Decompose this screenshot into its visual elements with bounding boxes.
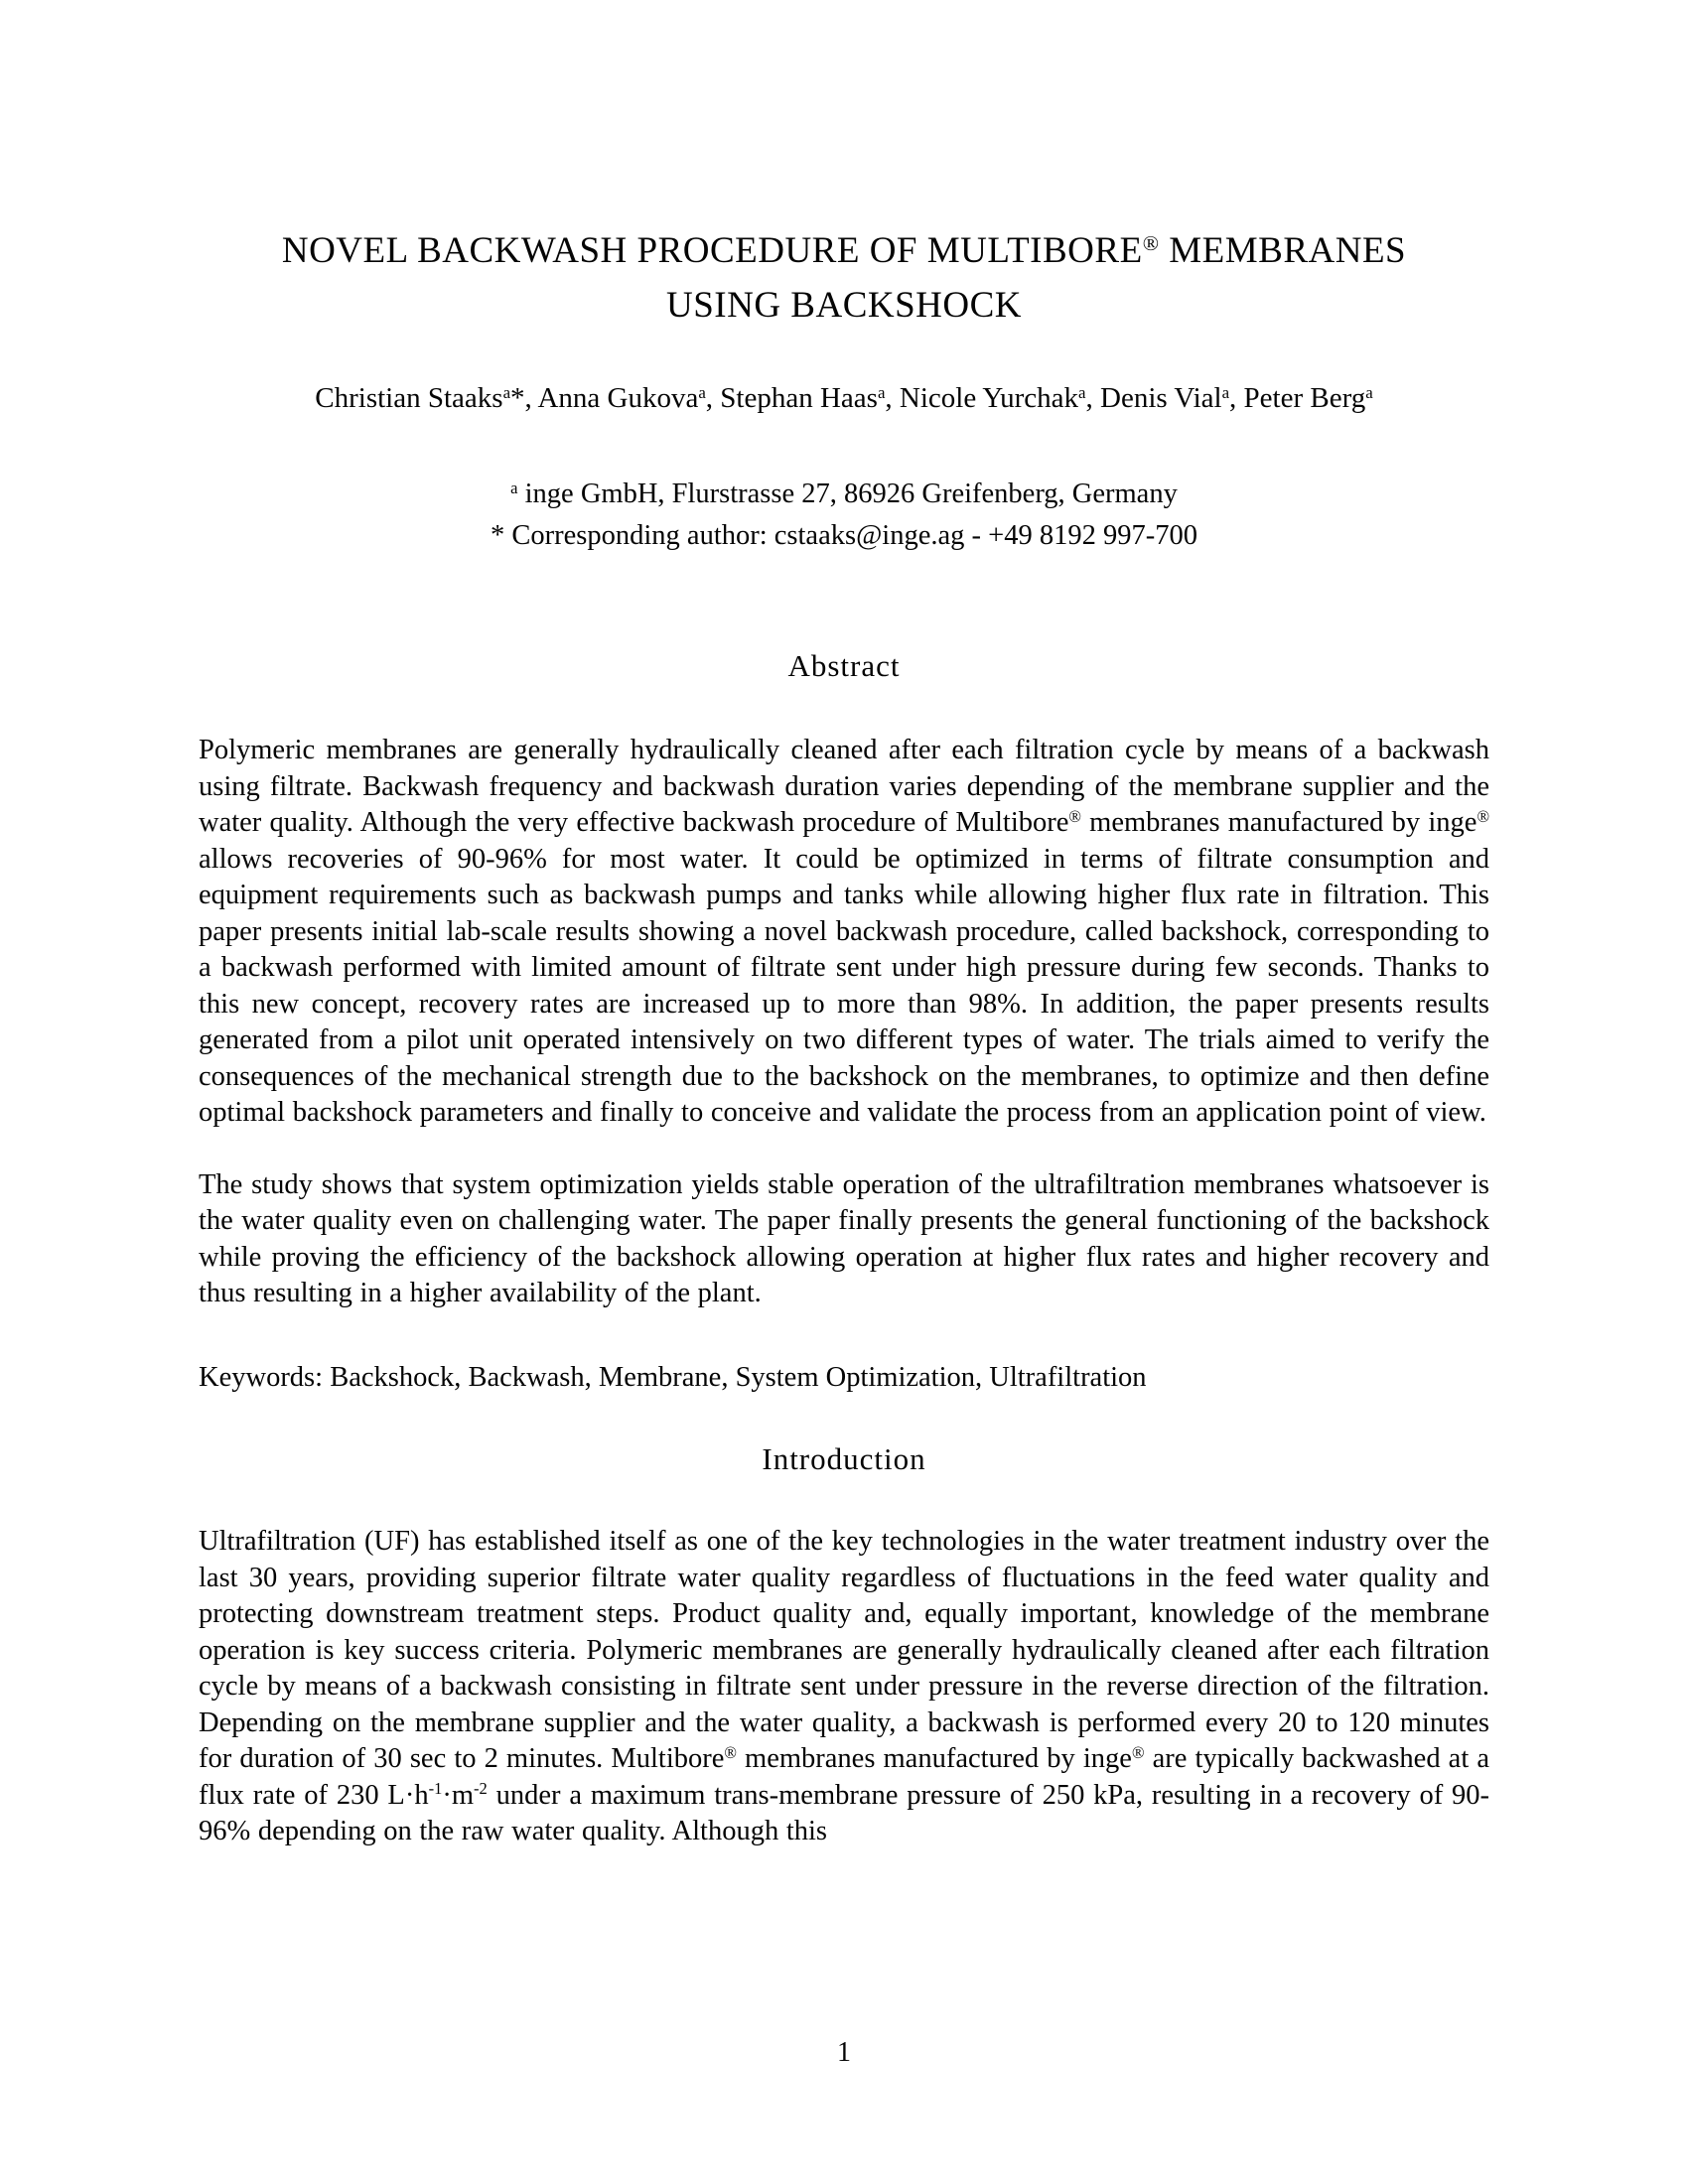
affiliation: $^a$ inge GmbH, Flurstrasse 27, 86926 Greifenberg, Germany [510, 478, 1178, 509]
author-list: Christian Staaks$^a$*, Anna Gukova$^a$, Stephan Haas$^a$, Nicole Yurchak$^a$, Denis Vial$^a$, Peter Berg$^a$ [315, 382, 1373, 414]
affiliation-block [199, 474, 1489, 557]
abstract-heading: Abstract [787, 648, 901, 683]
corresponding-author: * Corresponding author: cstaaks@inge.ag - +49 8192 997-700 [491, 520, 1197, 551]
introduction-heading: Introduction [762, 1441, 926, 1476]
page-number: 1 [837, 2037, 851, 2068]
keywords-line: Keywords: Backshock, Backwash, Membrane, System Optimization, Ultrafiltration [199, 1361, 1147, 1393]
paper-title: NOVEL BACKWASH PROCEDURE OF MULTIBORE® MEMBRANES USING BACKSHOCK [281, 230, 1407, 326]
abstract-paragraph-2: The study shows that system optimization yields stable operation of the ultrafiltration membranes whatsoever is the water quality even on challenging water. The paper finally presents the general functioning of the backshock while proving the efficiency of the backshock allowing operation at higher flux rates and higher recovery and thus resulting in a higher availability of the plant. [199, 1168, 1489, 1308]
introduction-paragraph-1: Ultrafiltration (UF) has established itself as one of the key technologies in the water treatment industry over the last 30 years, providing superior filtrate water quality regardless of fluctuations in the feed water quality and protecting downstream treatment steps. Product quality and, equally important, knowledge of the membrane operation is key success criteria. Polymeric membranes are generally hydraulically cleaned after each filtration cycle by means of a backwash consisting in filtrate sent under pressure in the reverse direction of the filtration. Depending on the membrane supplier and the water quality, a backwash is performed every 20 to 120 minutes for duration of 30 sec to 2 minutes. Multibore® membranes manufactured by inge® are typically backwashed at a flux rate of 230 $L\cdot h^{-1}\cdot m^{-2}$ under a maximum trans-membrane pressure of 250 kPa, resulting in a recovery of 90-96% depending on the raw water quality. Although this [199, 1526, 1490, 1846]
abstract-paragraph-1: Polymeric membranes are generally hydraulically cleaned after each filtration cycle by means of a backwash using filtrate. Backwash frequency and backwash duration varies depending of the membrane supplier and the water quality. Although the very effective backwash procedure of Multibore® membranes manufactured by inge® allows recoveries of 90-96% for most water. It could be optimized in terms of filtrate consumption and equipment requirements such as backwash pumps and tanks while allowing higher flux rate in filtration. This paper presents initial lab-scale results showing a novel backwash procedure, called backshock, corresponding to a backwash performed with limited amount of filtrate sent under high pressure during few seconds. Thanks to this new concept, recovery rates are increased up to more than 98%. In addition, the paper presents results generated from a pilot unit operated intensively on two different types of water. The trials aimed to verify the consequences of the mechanical strength due to the backshock on the membranes, to optimize and then define optimal backshock parameters and finally to conceive and validate the process from an application point of view. [199, 735, 1489, 1128]
page-content [199, 0, 1489, 1850]
